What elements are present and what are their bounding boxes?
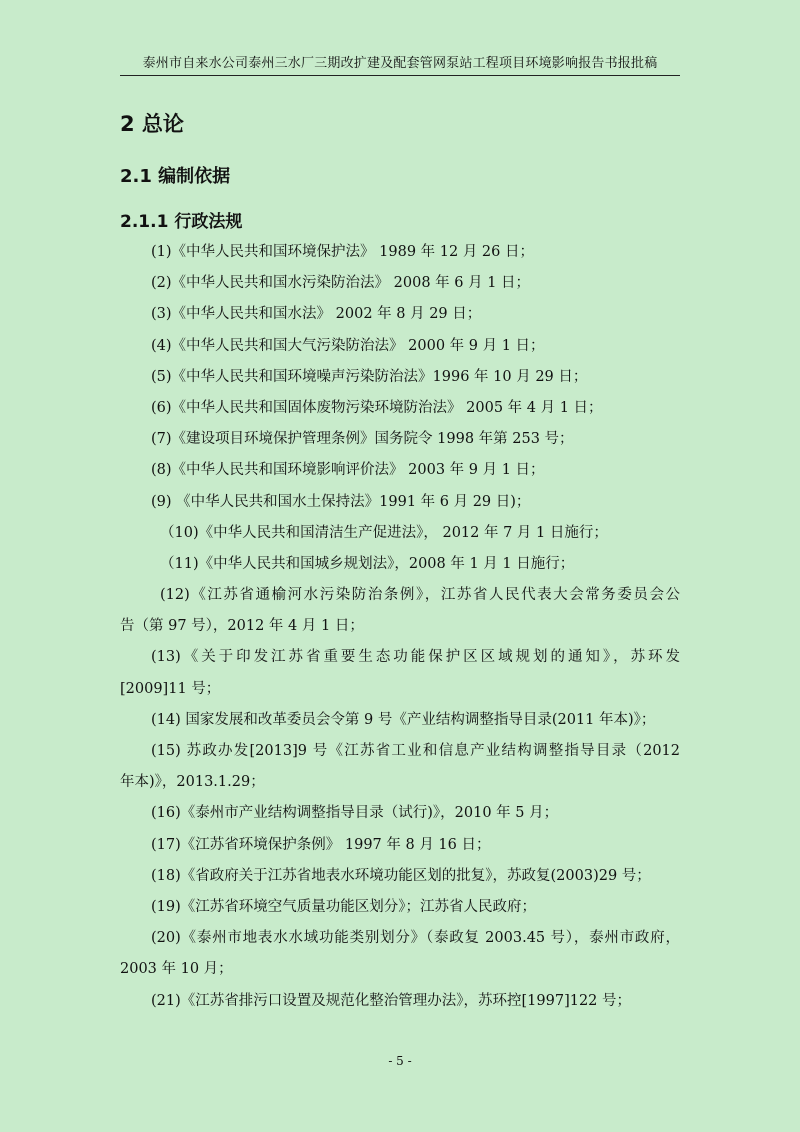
list-item: (12)《江苏省通榆河水污染防治条例》，江苏省人民代表大会常务委员会公 — [160, 587, 680, 604]
chapter-heading: 2 总论 — [120, 112, 184, 136]
list-item: (2)《中华人民共和国水污染防治法》 2008 年 6 月 1 日； — [151, 275, 531, 292]
list-item: (4)《中华人民共和国大气污染防治法》 2000 年 9 月 1 日； — [151, 337, 545, 354]
running-header: 泰州市自来水公司泰州三水厂三期改扩建及配套管网泵站工程项目环境影响报告书报批稿 — [142, 56, 658, 71]
list-item: (20)《泰州市地表水水域功能类别划分》（泰政复 2003.45 号），泰州市政府， — [151, 930, 680, 947]
list-item: (6)《中华人民共和国固体废物污染环境防治法》 2005 年 4 月 1 日； — [151, 399, 603, 416]
list-item: (8)《中华人民共和国环境影响评价法》 2003 年 9 月 1 日； — [151, 462, 545, 479]
list-item: (16)《泰州市产业结构调整指导目录（试行)》，2010 年 5 月； — [151, 805, 559, 822]
header-rule — [120, 75, 680, 76]
list-item-continuation: 年本)》，2013.1.29； — [120, 774, 265, 791]
list-item: (13)《关于印发江苏省重要生态功能保护区区域规划的通知》，苏环发 — [151, 649, 680, 666]
list-item: (14) 国家发展和改革委员会令第 9 号《产业结构调整指导目录(2011 年本)》； — [151, 711, 656, 728]
list-item: (9) 《中华人民共和国水土保持法》1991 年 6 月 29 日)； — [151, 493, 531, 510]
list-item: (17)《江苏省环境保护条例》 1997 年 8 月 16 日； — [151, 836, 491, 853]
subsection-heading: 2.1.1 行政法规 — [120, 212, 243, 232]
list-item: (15) 苏政办发[2013]9 号《江苏省工业和信息产业结构调整指导目录（2012 — [151, 743, 680, 759]
list-item: (3)《中华人民共和国水法》 2002 年 8 月 29 日； — [151, 306, 482, 323]
regulation-list — [120, 237, 680, 1017]
page-number: - 5 - — [388, 1054, 412, 1068]
list-item: (7)《建设项目环境保护管理条例》国务院令 1998 年第 253 号； — [151, 431, 574, 448]
list-item: (1)《中华人民共和国环境保护法》 1989 年 12 月 26 日； — [151, 244, 534, 260]
list-item: (5)《中华人民共和国环境噪声污染防治法》1996 年 10 月 29 日； — [151, 368, 588, 385]
list-item: (19)《江苏省环境空气质量功能区划分》；江苏省人民政府； — [151, 898, 537, 915]
list-item: （11)《中华人民共和国城乡规划法》，2008 年 1 月 1 日施行； — [160, 555, 575, 572]
list-item-continuation: 2003 年 10 月； — [120, 961, 233, 978]
list-item-continuation: [2009]11 号； — [120, 680, 221, 697]
list-item: （10)《中华人民共和国清洁生产促进法》， 2012 年 7 月 1 日施行； — [160, 524, 608, 541]
list-item-continuation: 告（第 97 号），2012 年 4 月 1 日； — [120, 618, 364, 635]
list-item: (18)《省政府关于江苏省地表水环境功能区划的批复》，苏政复(2003)29 号； — [151, 867, 651, 884]
list-item: (21)《江苏省排污口设置及规范化整治管理办法》，苏环控[1997]122 号； — [151, 992, 632, 1009]
section-heading: 2.1 编制依据 — [120, 166, 231, 187]
